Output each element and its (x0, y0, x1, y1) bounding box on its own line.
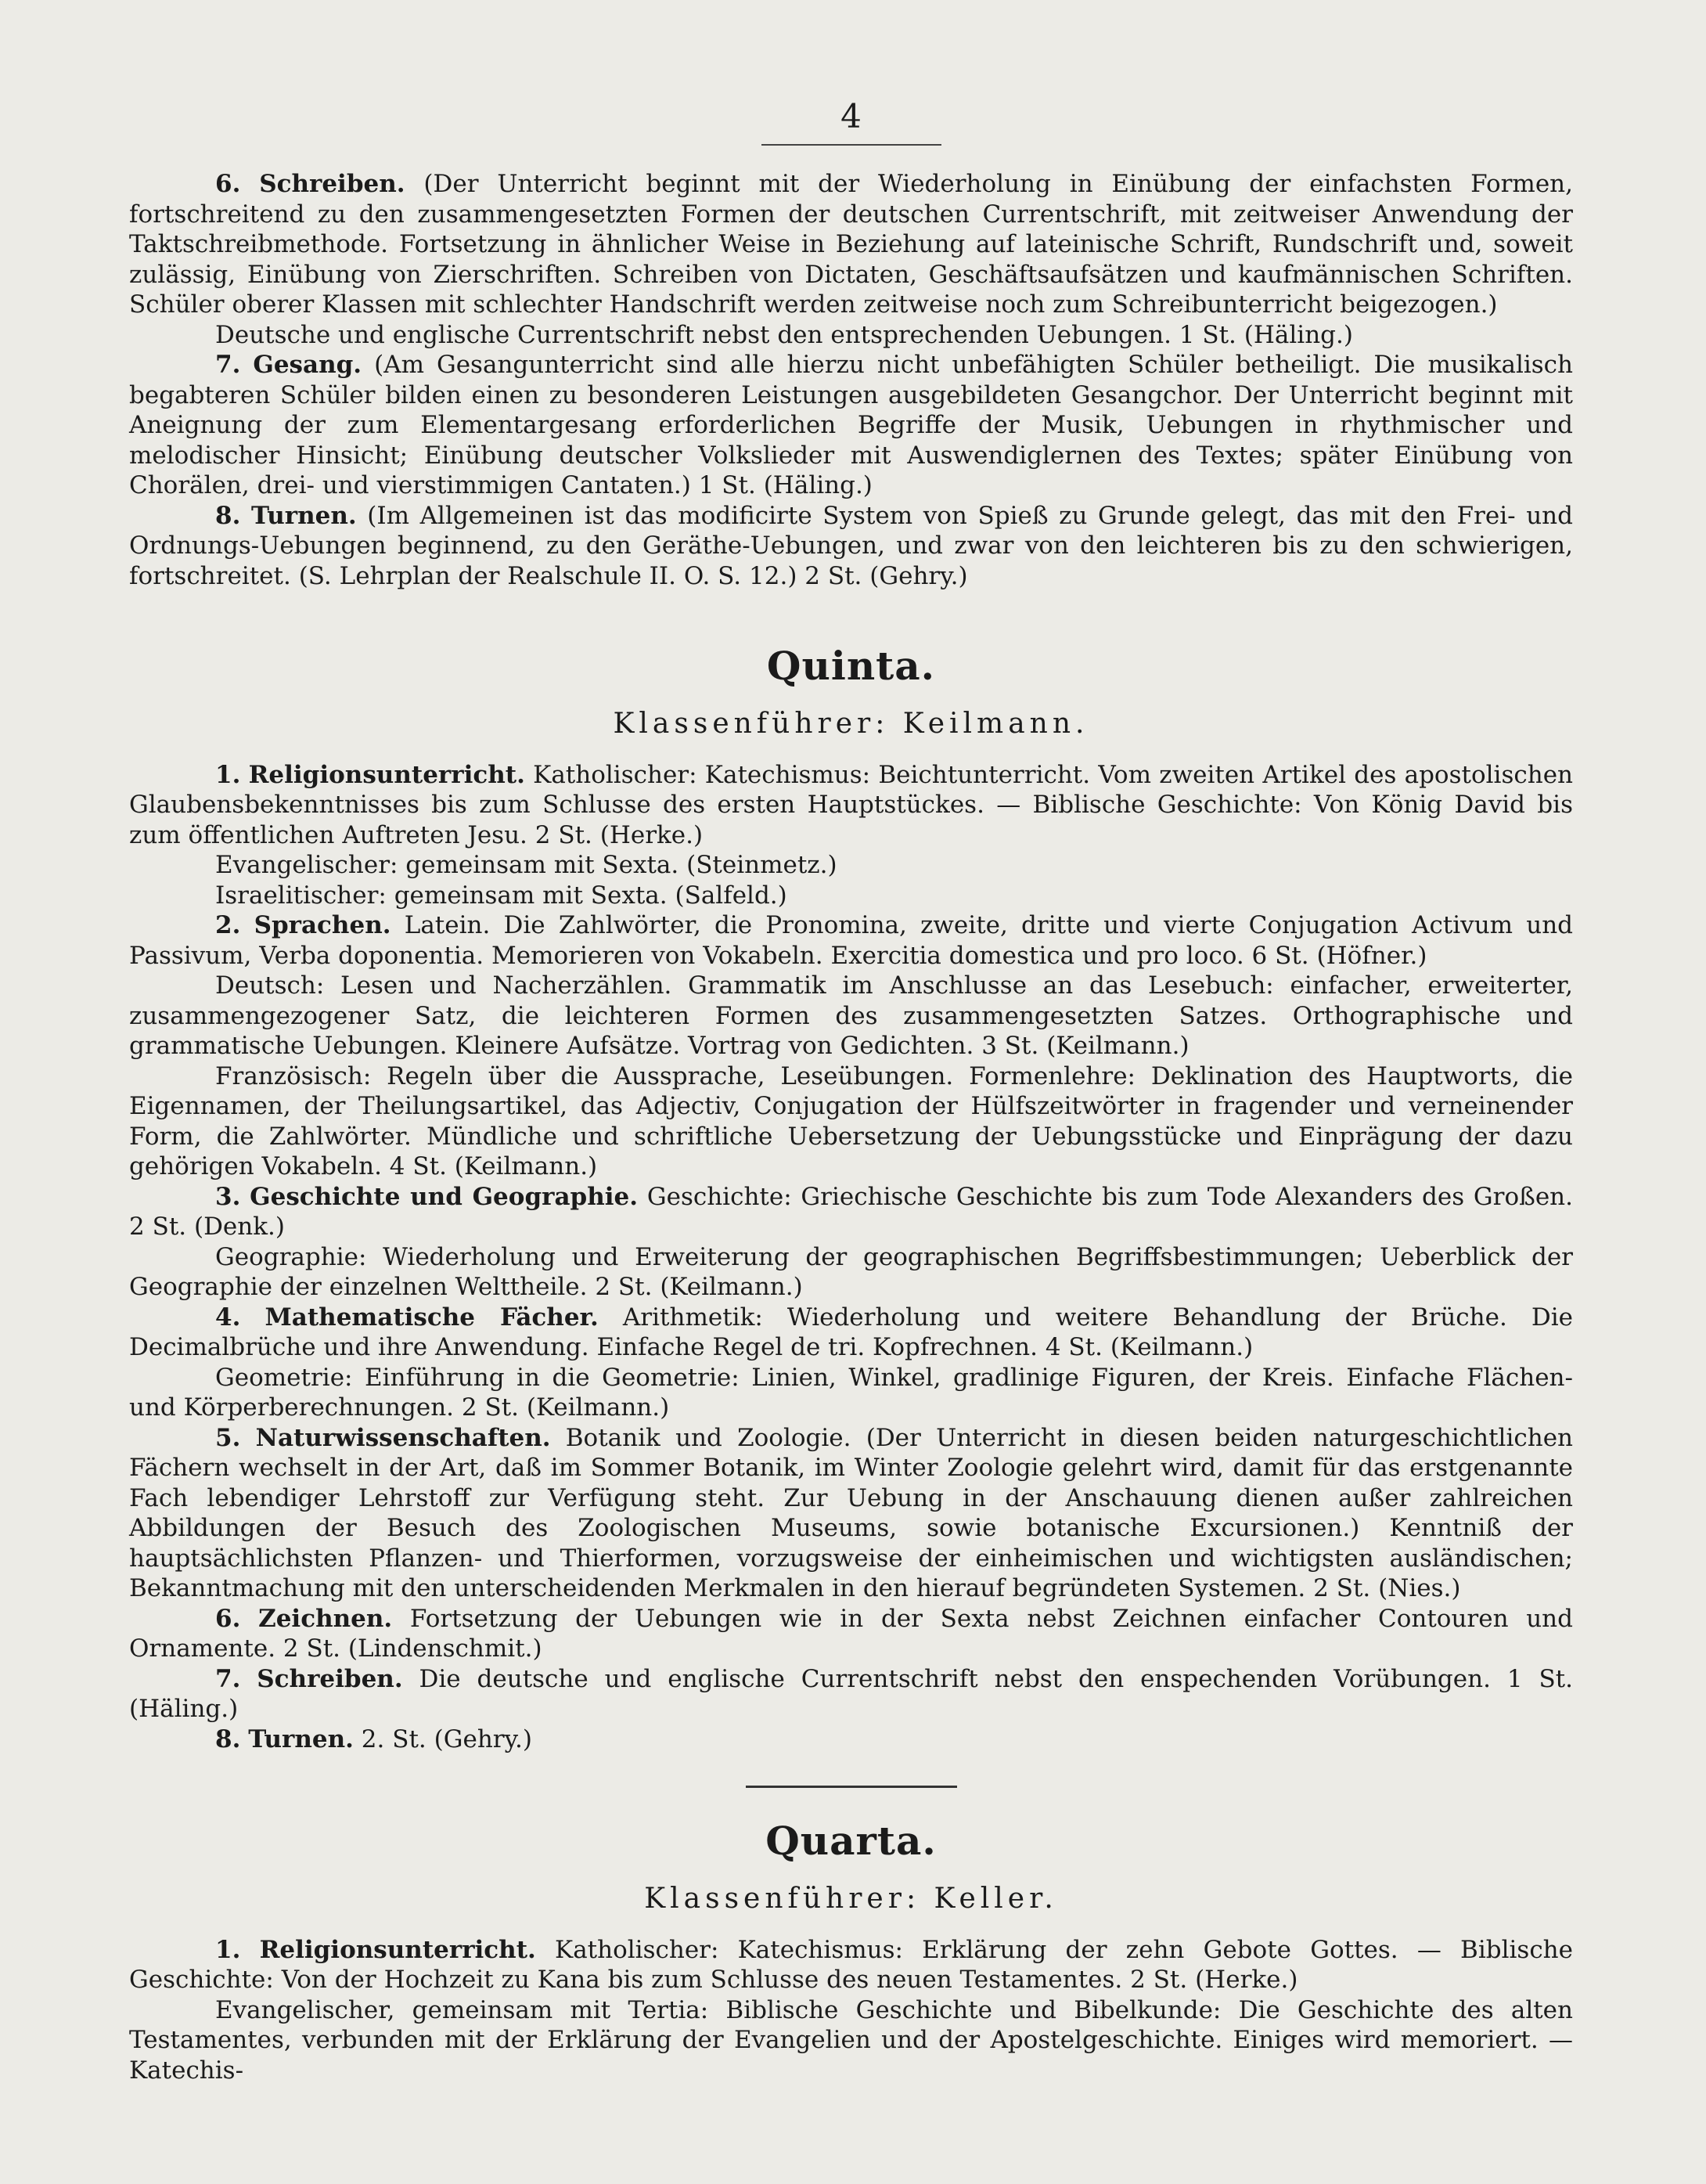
paragraph-sprachen (129, 910, 1573, 971)
item-number: 3. (215, 1182, 241, 1211)
paragraph-schreiben-quinta (129, 1664, 1573, 1724)
paragraph-gesang (129, 350, 1573, 501)
item-heading: Religionsunterricht. (248, 760, 525, 789)
item-heading: Mathematische Fächer. (265, 1303, 599, 1332)
paragraph-franzoesisch (129, 1061, 1573, 1182)
item-text: Botanik und Zoologie. (Der Unterricht in diesen beiden naturgeschichtlichen Fächern wechselt in der Art, daß im Sommer Botanik, im Winter Zoologie gelehrt wird, damit für das erstgenannte Fach lebendiger Lehrstoff zur Verfügung steht. Zur Uebung in der Anschauung dienen außer zahlreichen Abbildungen der Besuch des Zoologischen Museums, sowie botanische Excursionen.) Kenntniß der hauptsächlichsten Pflanzen- und Thierformen, vorzugsweise der einheimischen und wichtigsten ausländischen; Bekanntmachung mit den unterscheidenden Merkmalen in den hierauf begründeten Systemen. 2 St. (Nies.) (129, 1423, 1574, 1602)
item-number: 8. (215, 1724, 241, 1753)
sexta-continuation (129, 169, 1573, 591)
item-number: 1. (215, 760, 241, 789)
paragraph-religion-quarta (129, 1935, 1573, 1995)
item-text: Geschichte: Griechische Geschichte bis zum Tode Alexanders des Großen. 2 St. (Denk.) (129, 1182, 1573, 1241)
paragraph-mathematik (129, 1303, 1573, 1363)
paragraph-deutsch (129, 971, 1573, 1061)
item-number: 7. (215, 351, 241, 379)
page-number: 4 (840, 97, 862, 135)
item-text: Französisch: Regeln über die Aussprache, Leseübungen. Formenlehre: Deklination des Hauptworts, die Eigennamen, der Theilungsartikel, das Adjectiv, Conjugation der Hülfszeitwörter in fragender und verneinender Form, die Zahlwörter. Mündliche und schriftliche Uebersetzung der Uebungsstücke und Einprägung der dazu gehörigen Vokabeln. 4 St. (Keilmann.) (129, 1061, 1573, 1180)
item-text: 2. St. (Gehry.) (361, 1724, 532, 1753)
item-text: Latein. Die Zahlwörter, die Pronomina, zweite, dritte und vierte Conjugation Activum und Passivum, Verba doponentia. Memorieren von Vokabeln. Exercitia domestica und pro loco. 6 St. (Höfner.) (129, 911, 1574, 970)
paragraph-zeichnen (129, 1604, 1573, 1664)
item-heading: Zeichnen. (258, 1604, 393, 1633)
item-text: Geometrie: Einführung in die Geometrie: Linien, Winkel, gradlinige Figuren, der Kreis. Einfache Flächen- und Körperberechnungen. 2 St. (Keilmann.) (129, 1363, 1573, 1422)
item-text: Geographie: Wiederholung und Erweiterung der geographischen Begriffsbestimmungen; Ueberblick der Geographie der einzelnen Welttheile. 2 St. (Keilmann.) (129, 1242, 1573, 1301)
item-text: Katholischer: Katechismus: Beichtunterricht. Vom zweiten Artikel des apostolischen Glaubensbekenntnisses bis zum Schlusse des ersten Hauptstückes. — Biblische Geschichte: Von König David bis zum öffentlichen Auftreten Jesu. 2 St. (Herke.) (129, 760, 1574, 849)
class-leader: Klassenführer: Keller. (644, 1883, 1058, 1915)
section-title: Quinta. (766, 643, 936, 689)
paragraph-geometrie (129, 1363, 1573, 1423)
section-divider (746, 1786, 957, 1788)
item-text: Deutsch: Lesen und Nacherzählen. Grammatik im Anschlusse an das Lesebuch: einfacher, erweiterter, zusammengezogener Satz, die leichteren Formen des zusammengesetzten Satzes. Orthographische und grammatische Uebungen. Kleinere Aufsätze. Vortrag von Gedichten. 3 St. (Keilmann.) (129, 971, 1573, 1060)
item-number: 6. (215, 1604, 241, 1633)
paragraph-evangelisch-quarta (129, 1995, 1573, 2086)
paragraph-geographie (129, 1242, 1573, 1303)
paragraph-turnen (129, 501, 1573, 592)
item-heading: Turnen. (250, 501, 357, 530)
item-number: 6. (215, 170, 241, 198)
paragraph-schreiben (129, 169, 1573, 320)
item-heading: Geschichte und Geographie. (250, 1182, 639, 1211)
item-heading: Sprachen. (254, 911, 391, 939)
item-number: 7. (215, 1664, 241, 1693)
item-heading: Schreiben. (259, 170, 405, 198)
item-heading: Gesang. (253, 351, 362, 379)
item-heading: Naturwissenschaften. (255, 1423, 551, 1452)
item-heading: Turnen. (248, 1724, 354, 1753)
paragraph-geschichte (129, 1182, 1573, 1242)
paragraph-evangelisch (129, 850, 1573, 881)
item-text: Arithmetik: Wiederholung und weitere Behandlung der Brüche. Die Decimalbrüche und ihre Anwendung. Einfache Regel de tri. Kopfrechnen. 4 St. (Keilmann.) (129, 1303, 1574, 1361)
item-number: 5. (215, 1423, 241, 1452)
item-text: (Am Gesangunterricht sind alle hierzu nicht unbefähigten Schüler betheiligt. Die musikalisch begabteren Schüler bilden einen zu besonderen Leistungen ausgebildeten Gesangchor. Der Unterricht beginnt mit Aneignung der zum Elementargesang erforderlichen Begriffe der Musik, Uebungen in rhythmischer und melodischer Hinsicht; Einübung deutscher Volkslieder mit Auswendiglernen des Textes; später Einübung von Chorälen, drei- und vierstimmigen Cantaten.) 1 St. (Häling.) (129, 351, 1574, 499)
item-heading: Schreiben. (257, 1664, 403, 1693)
paragraph-israelitisch (129, 881, 1573, 911)
item-text: (Im Allgemeinen ist das modificirte System von Spieß zu Grunde gelegt, das mit den Frei- und Ordnungs-Uebungen beginnend, zu den Geräthe-Uebungen, und zwar von den leichteren bis zu den schwierigen, fortschreitet. (S. Lehrplan der Realschule II. O. S. 12.) 2 St. (Gehry.) (129, 501, 1573, 590)
item-number: 1. (215, 1935, 241, 1964)
item-text: Fortsetzung der Uebungen wie in der Sexta nebst Zeichnen einfacher Contouren und Ornamente. 2 St. (Lindenschmit.) (129, 1604, 1573, 1663)
item-text: Evangelischer: gemeinsam mit Sexta. (Steinmetz.) (215, 851, 837, 879)
class-leader: Klassenführer: Keilmann. (613, 708, 1089, 740)
item-text: Israelitischer: gemeinsam mit Sexta. (Salfeld.) (215, 881, 787, 910)
item-text: Evangelischer, gemeinsam mit Tertia: Biblische Geschichte und Bibelkunde: Die Geschichte des alten Testamentes, verbunden mit der Erklärung der Evangelien und der Apostelgeschichte. Einiges wird memoriert. — Katechis- (129, 1995, 1573, 2085)
item-text: Deutsche und englische Currentschrift nebst den entsprechenden Uebungen. 1 St. (Häling.) (215, 320, 1353, 349)
header-rule (761, 144, 941, 146)
item-number: 2. (215, 911, 241, 939)
item-number: 8. (215, 501, 241, 530)
document-page (129, 94, 1573, 2085)
item-text: Die deutsche und englische Currentschrift nebst den enspechenden Vorübungen. 1 St. (Häling.) (129, 1664, 1573, 1723)
item-heading: Religionsunterricht. (259, 1935, 536, 1964)
paragraph-naturwissenschaften (129, 1423, 1573, 1604)
section-quinta (129, 643, 1573, 1754)
paragraph-currentschrift (129, 320, 1573, 351)
paragraph-turnen-quinta (129, 1724, 1573, 1755)
paragraph-religion (129, 760, 1573, 851)
section-quarta (129, 1818, 1573, 2085)
section-title: Quarta. (765, 1818, 937, 1864)
item-number: 4. (215, 1303, 241, 1332)
item-text: Katholischer: Katechismus: Erklärung der zehn Gebote Gottes. — Biblische Geschichte: Von der Hochzeit zu Kana bis zum Schlusse des neuen Testamentes. 2 St. (Herke.) (129, 1935, 1573, 1994)
item-text: (Der Unterricht beginnt mit der Wiederholung in Einübung der einfachsten Formen, fortschreitend zu den zusammengesetzten Formen der deutschen Currentschrift, mit zeitweiser Anwendung der Taktschreibmethode. Fortsetzung in ähnlicher Weise in Beziehung auf lateinische Schrift, Rundschrift und, soweit zulässig, Einübung von Zierschriften. Schreiben von Dictaten, Geschäftsaufsätzen und kaufmännischen Schriften. Schüler oberer Klassen mit schlechter Handschrift werden zeitweise noch zum Schreibunterricht beigezogen.) (129, 170, 1573, 319)
